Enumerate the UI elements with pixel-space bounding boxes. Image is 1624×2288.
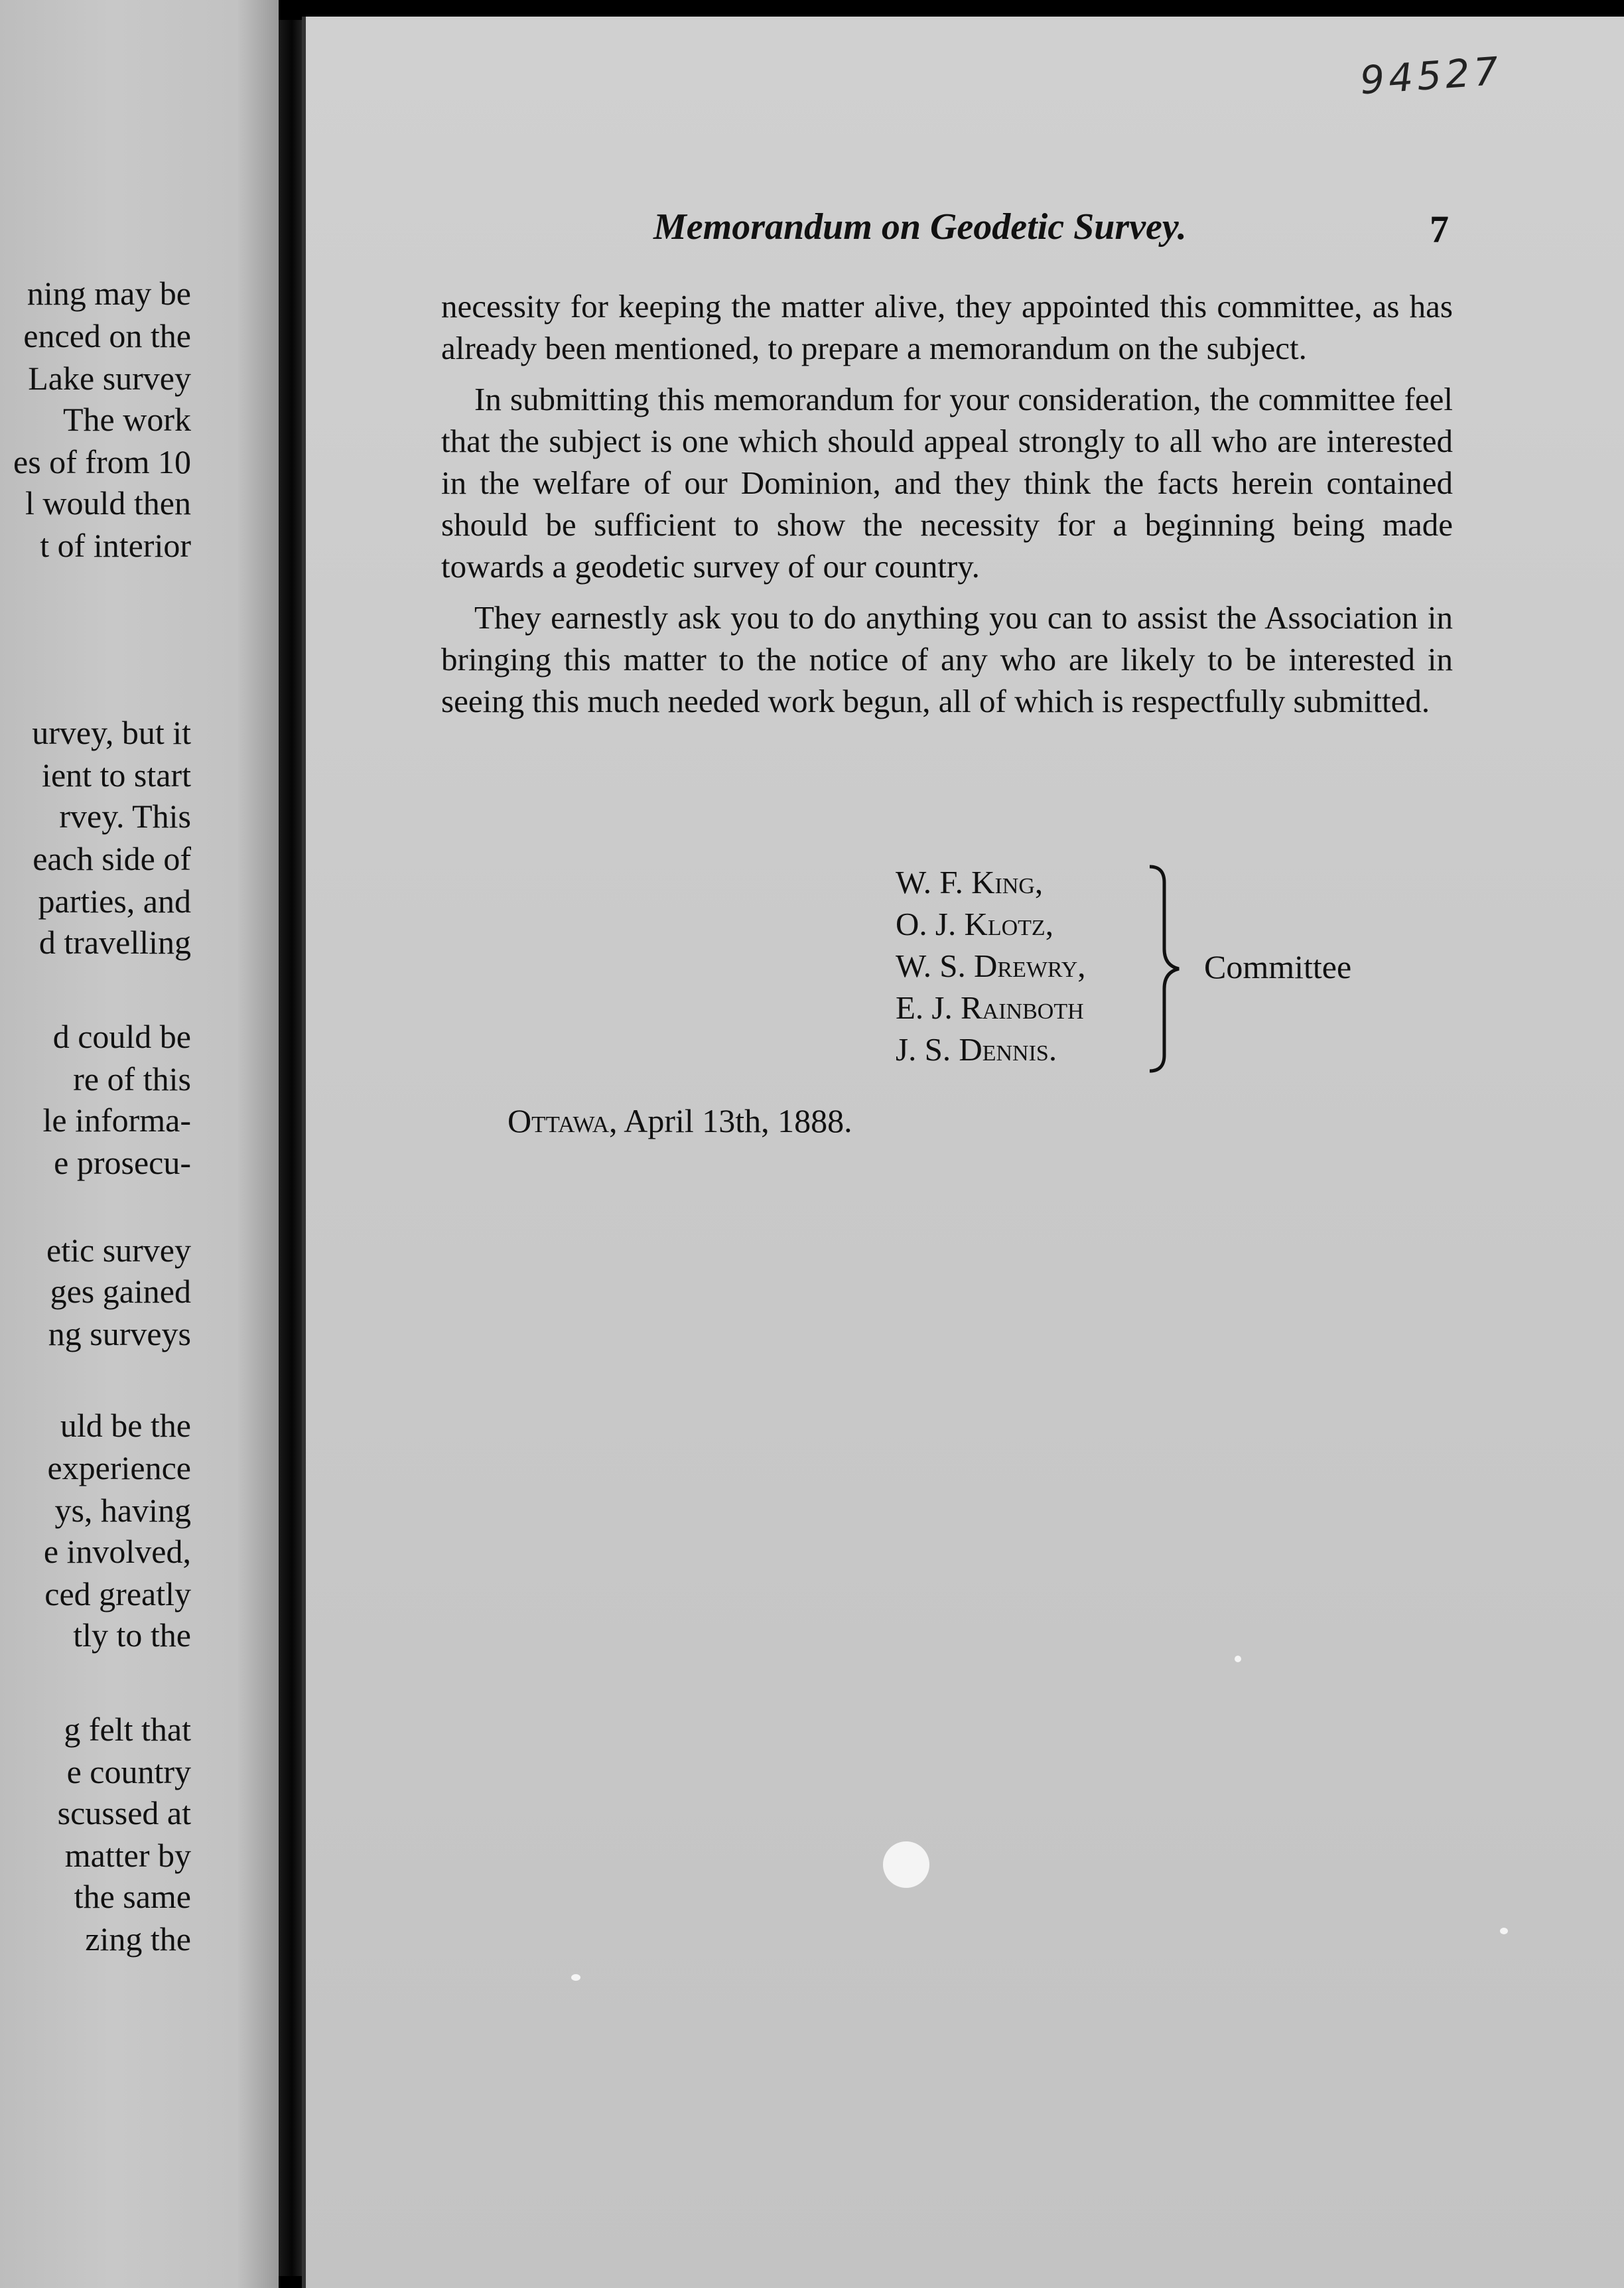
left-facing-page	[0, 0, 279, 2288]
left-page-line: ient to start	[42, 756, 191, 794]
running-title: Memorandum on Geodetic Survey.	[653, 206, 1187, 248]
left-page-line: es of from 10	[13, 443, 191, 480]
dateline-place: Ottawa,	[508, 1102, 618, 1139]
paragraph-1: necessity for keeping the matter alive, they appointed this committee, as has already been mentioned, to prepare a memorandum on the subject.	[441, 288, 1453, 366]
left-page-line: e prosecu-	[54, 1144, 191, 1181]
archive-catalog-number: 94527	[1358, 48, 1504, 104]
left-page-line: re of this	[73, 1060, 191, 1098]
dateline	[508, 1102, 852, 1140]
left-page-line: zing the	[85, 1920, 191, 1958]
signatory-name: E. J. Rainboth	[896, 989, 1084, 1026]
left-page-line: d travelling	[38, 924, 191, 961]
page-number: 7	[1430, 208, 1449, 251]
signatory-name: O. J. Klotz,	[896, 906, 1053, 942]
paragraph-3: They earnestly ask you to do anything you can to assist the Association in bringing this matter to the notice of any who are likely to be interested in seeing this much needed work begun, all of which is respectfully submitted.	[441, 599, 1453, 719]
left-page-line: ced greatly	[44, 1575, 191, 1612]
left-page-line: ng surveys	[48, 1315, 191, 1352]
paper-speck	[1235, 1656, 1241, 1662]
left-page-line: ges gained	[50, 1273, 191, 1310]
paper-speck	[1500, 1928, 1508, 1934]
left-page-line: the same	[74, 1878, 191, 1915]
left-page-line: ys, having	[54, 1492, 191, 1529]
left-page-line: t of interior	[40, 527, 191, 564]
signatory-name: J. S. Dennis.	[896, 1031, 1057, 1068]
left-page-line: matter by	[64, 1837, 191, 1874]
curly-brace-icon	[1144, 863, 1184, 1075]
left-page-line: Lake survey	[28, 360, 191, 397]
dateline-date: April 13th, 1888.	[624, 1102, 852, 1139]
left-page-line: g felt that	[64, 1711, 191, 1748]
left-page-line: urvey, but it	[32, 714, 191, 751]
left-page-line: e involved,	[43, 1533, 191, 1570]
left-page-line: tly to the	[73, 1616, 191, 1654]
left-page-line: experience	[47, 1449, 191, 1486]
left-page-line: e country	[66, 1753, 191, 1790]
committee-label: Committee	[1204, 948, 1352, 985]
signatory-name: W. S. Drewry,	[896, 948, 1086, 984]
left-page-line: each side of	[33, 840, 191, 877]
left-page-line: ning may be	[27, 275, 191, 312]
left-page-line: le informa-	[42, 1102, 191, 1139]
body-text	[441, 285, 1453, 731]
left-page-line: l would then	[25, 484, 191, 522]
paragraph-2: In submitting this memorandum for your consideration, the committee feel that the subject is one which should appeal strongly to all who are interested in the welfare of our Dominion, and they think the facts herein contained should be sufficient to show the necessity for a beginning being made towards a geodetic survey of our country.	[441, 381, 1453, 585]
left-page-line: scussed at	[57, 1794, 191, 1831]
signatory-list	[896, 861, 1086, 1070]
book-gutter	[279, 20, 305, 2276]
left-page-line: d could be	[52, 1018, 191, 1055]
signatory-name: W. F. King,	[896, 864, 1044, 900]
left-page-line: rvey. This	[59, 798, 191, 835]
paper-speck	[883, 1841, 929, 1888]
left-page-line: etic survey	[46, 1232, 191, 1269]
paper-speck	[571, 1974, 580, 1981]
left-page-line: enced on the	[23, 317, 191, 354]
left-page-line: The work	[63, 401, 191, 438]
left-page-line: uld be the	[60, 1407, 191, 1444]
left-page-line: parties, and	[38, 883, 191, 920]
